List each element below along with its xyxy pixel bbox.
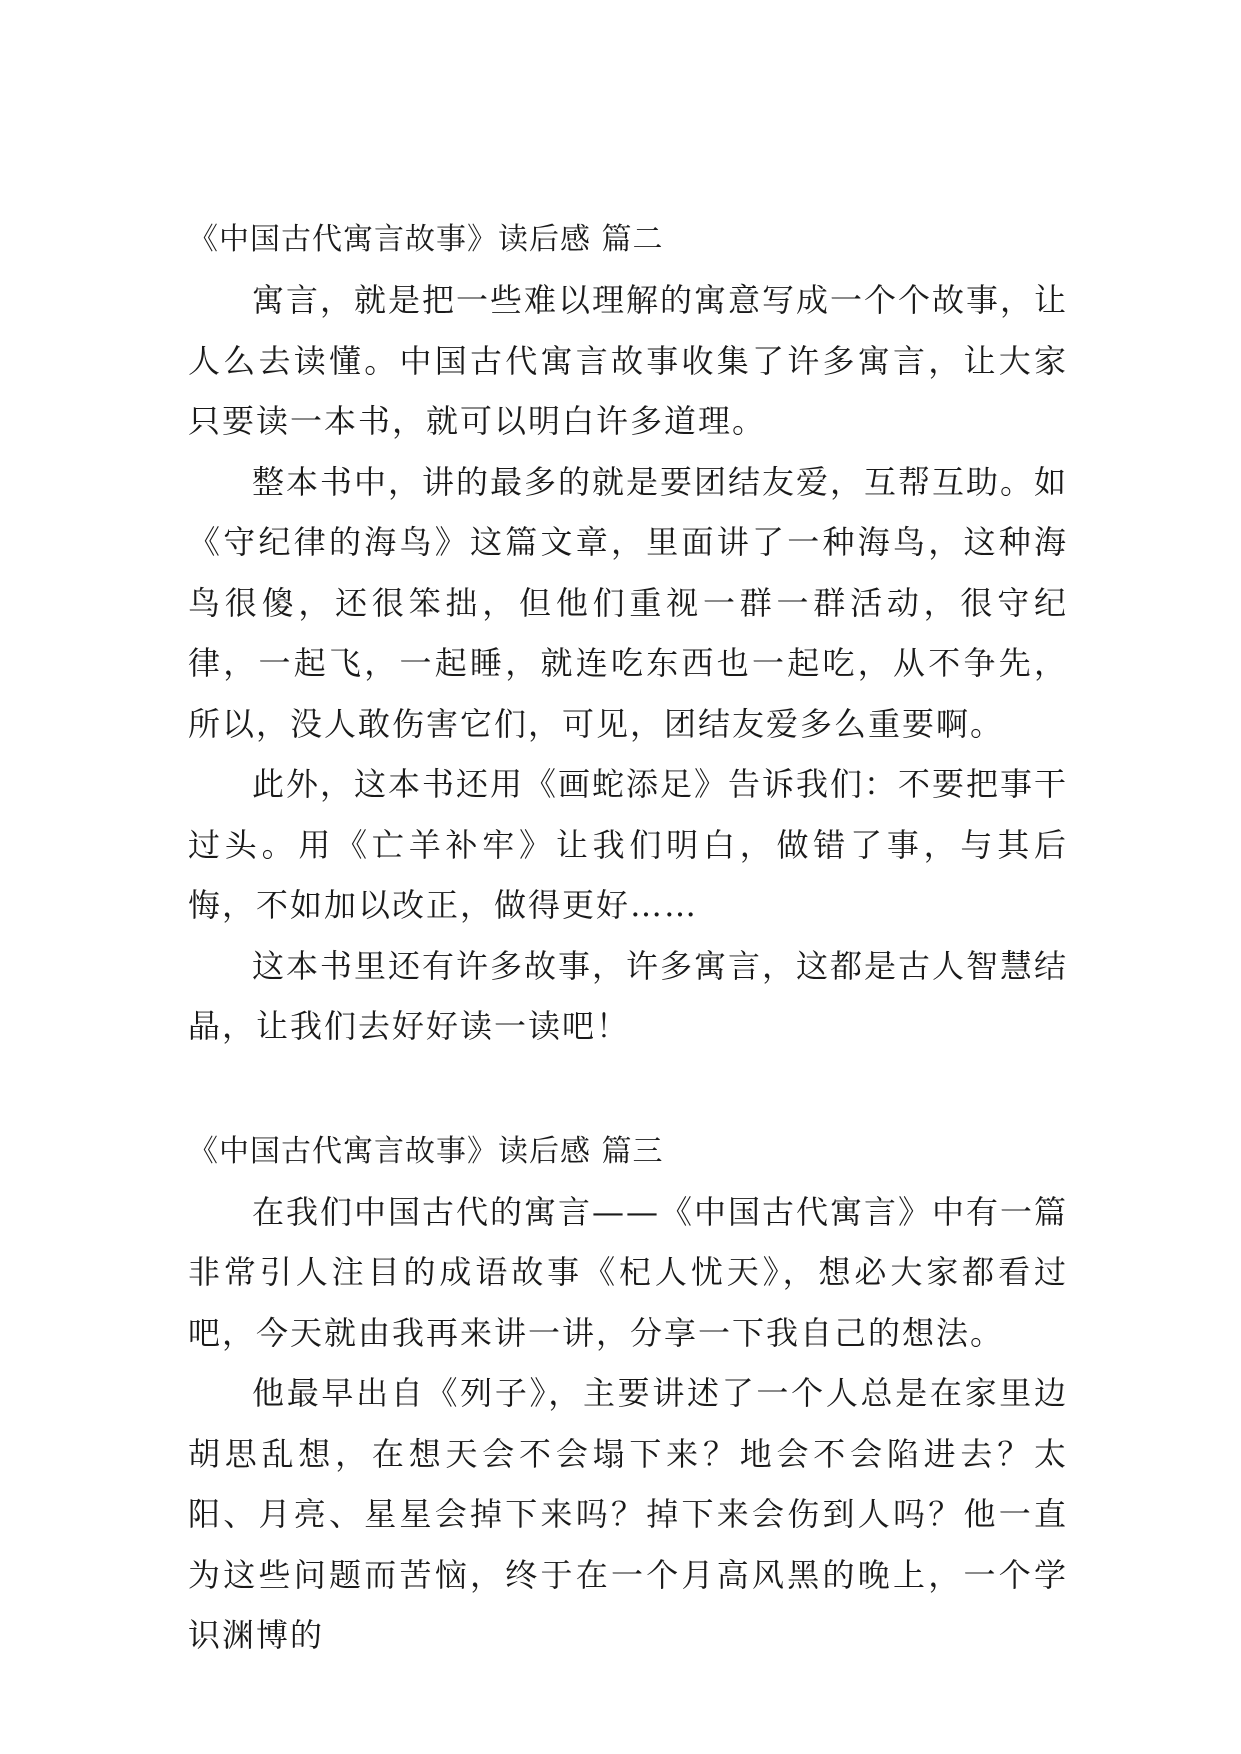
essay-section-2 xyxy=(188,210,1068,1057)
document-body xyxy=(188,210,1068,1666)
paragraph: 整本书中，讲的最多的就是要团结友爱，互帮互助。如《守纪律的海鸟》这篇文章，里面讲了一种海鸟，这种海鸟很傻，还很笨拙，但他们重视一群一群活动，很守纪律，一起飞，一起睡，就连吃东西也一起吃，从不争先，所以，没人敢伤害它们，可见，团结友爱多么重要啊。 xyxy=(188,462,1069,743)
paragraph: 寓言，就是把一些难以理解的寓意写成一个个故事，让人么去读懂。中国古代寓言故事收集了许多寓言，让大家只要读一本书，就可以明白许多道理。 xyxy=(188,281,1069,440)
essay-section-3 xyxy=(188,1122,1068,1666)
section-title: 《中国古代寓言故事》读后感 篇二 xyxy=(188,222,664,257)
paragraph: 这本书里还有许多故事，许多寓言，这都是古人智慧结晶，让我们去好好读一读吧！ xyxy=(188,946,1069,1045)
paragraph: 在我们中国古代的寓言——《中国古代寓言》中有一篇非常引人注目的成语故事《杞人忧天》，想必大家都看过吧，今天就由我再来讲一讲，分享一下我自己的想法。 xyxy=(188,1192,1069,1352)
section-title: 《中国古代寓言故事》读后感 篇三 xyxy=(188,1133,664,1169)
paragraph: 此外，这本书还用《画蛇添足》告诉我们：不要把事干过头。用《亡羊补牢》让我们明白，做错了事，与其后悔，不如加以改正，做得更好…… xyxy=(188,765,1069,924)
paragraph: 他最早出自《列子》，主要讲述了一个人总是在家里边胡思乱想，在想天会不会塌下来？地会不会陷进去？太阳、月亮、星星会掉下来吗？掉下来会伤到人吗？他一直为这些问题而苦恼，终于在一个月高风黑的晚上，一个学识渊博的 xyxy=(188,1374,1068,1654)
